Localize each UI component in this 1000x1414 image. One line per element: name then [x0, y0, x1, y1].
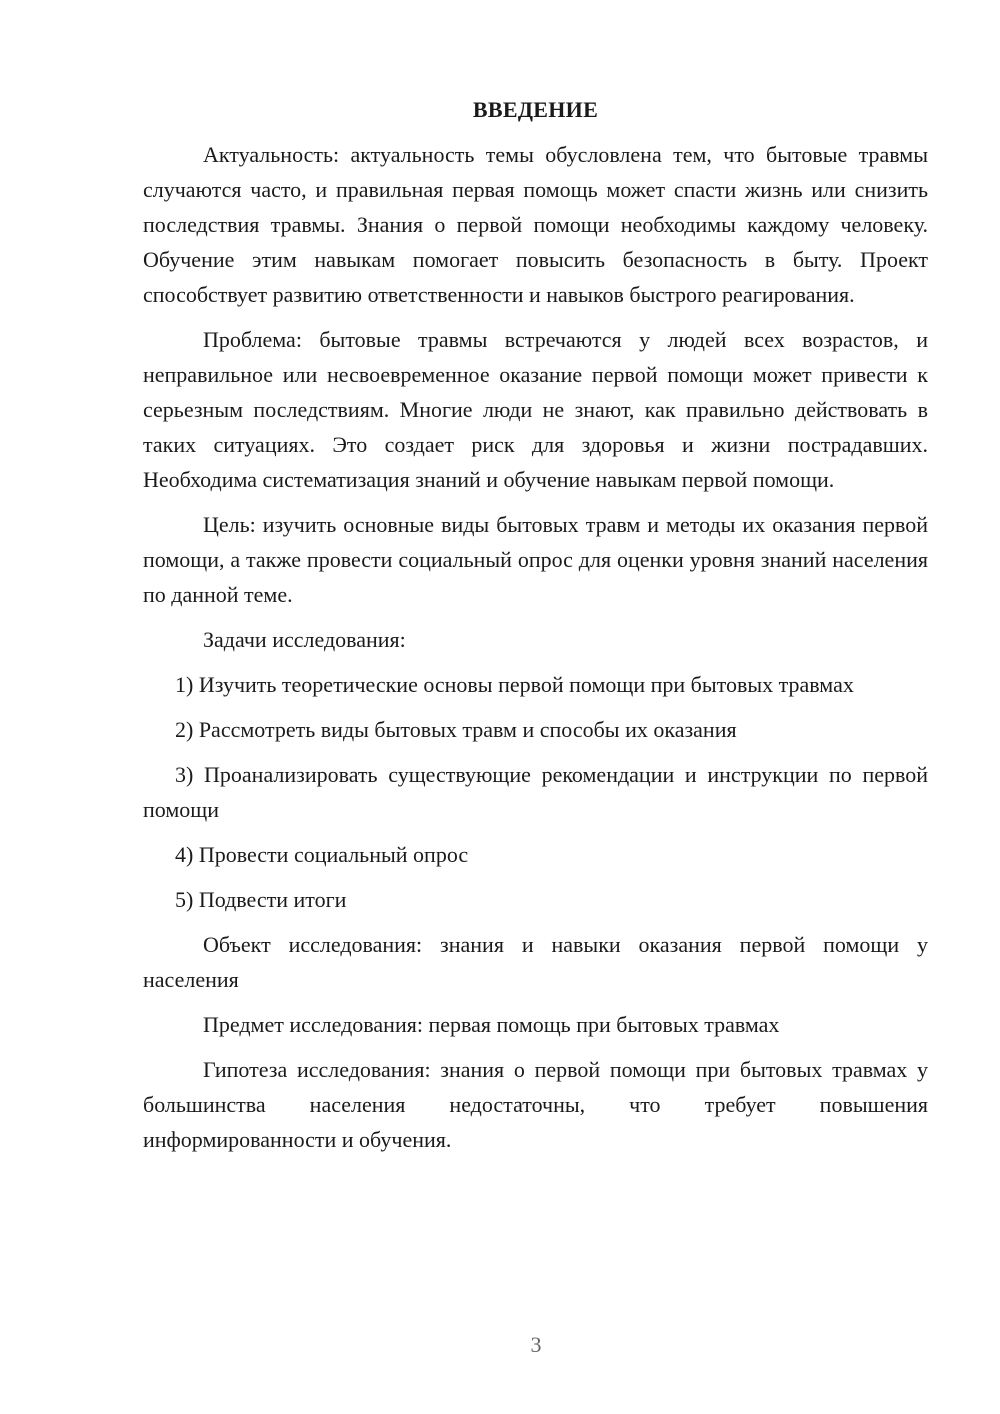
hypothesis-paragraph: Гипотеза исследования: знания о первой помощи при бытовых травмах у большинства населения недостаточны, что требует повышения информированности и обучения.	[143, 1057, 928, 1152]
object-paragraph: Объект исследования: знания и навыки оказания первой помощи у населения	[143, 932, 928, 992]
task-item: 1) Изучить теоретические основы первой помощи при бытовых травмах	[175, 672, 854, 697]
tasks-heading: Задачи исследования:	[203, 627, 406, 652]
problem-paragraph: Проблема: бытовые травмы встречаются у людей всех возрастов, и неправильное или несвоевременное оказание первой помощи может привести к серьезным последствиям. Многие люди не знают, как правильно действовать в таких ситуациях. Это создает риск для здоровья и жизни пострадавших. Необходима систематизация знаний и обучение навыкам первой помощи.	[143, 327, 928, 492]
task-item: 4) Провести социальный опрос	[175, 842, 469, 867]
page-title: ВВЕДЕНИЕ	[472, 97, 599, 122]
relevance-paragraph: Актуальность: актуальность темы обусловлена тем, что бытовые травмы случаются часто, и правильная первая помощь может спасти жизнь или снизить последствия травмы. Знания о первой помощи необходимы каждому человеку. Обучение этим навыкам помогает повысить безопасность в быту. Проект способствует развитию ответственности и навыков быстрого реагирования.	[143, 142, 928, 307]
goal-paragraph: Цель: изучить основные виды бытовых травм и методы их оказания первой помощи, а также провести социальный опрос для оценки уровня знаний населения по данной теме.	[143, 512, 928, 607]
task-item: 5) Подвести итоги	[175, 887, 347, 912]
task-item: 3) Проанализировать существующие рекомендации и инструкции по первой помощи	[143, 762, 928, 822]
task-item: 2) Рассмотреть виды бытовых травм и способы их оказания	[175, 717, 737, 742]
subject-paragraph: Предмет исследования: первая помощь при бытовых травмах	[203, 1012, 780, 1037]
page-number: 3	[530, 1332, 542, 1357]
